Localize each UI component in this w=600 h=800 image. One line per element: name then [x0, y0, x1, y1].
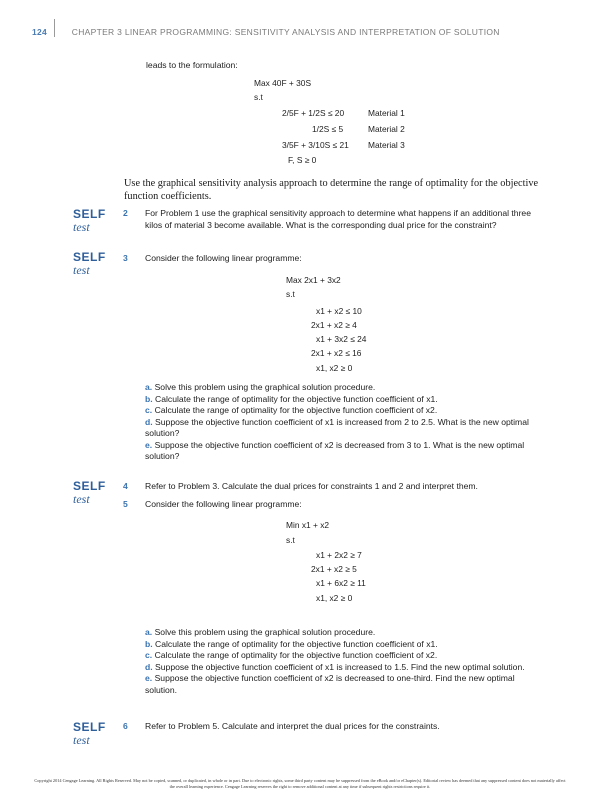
- problem-5-number: 5: [123, 499, 128, 509]
- formulation-5: [286, 520, 446, 610]
- constraint-1-1-expr: 2/5F + 1/2S ≤ 20: [282, 108, 345, 118]
- self-test-tag-2: [73, 208, 106, 234]
- objective-3: Max 2x1 + 3x2: [286, 275, 341, 285]
- test-label: test: [73, 492, 90, 506]
- running-header: [32, 27, 500, 37]
- self-test-tag-4: [73, 480, 106, 506]
- part-3e: e. Suppose the objective function coefficient of x2 is decreased from 3 to 1. What is the new optimal solution?: [145, 439, 525, 461]
- problem-3-number: 3: [123, 253, 128, 263]
- constraint-1-3-expr: 3/5F + 3/10S ≤ 21: [282, 140, 349, 150]
- test-label: test: [73, 220, 90, 234]
- st-5: s.t: [286, 535, 295, 545]
- header-divider: [54, 19, 55, 37]
- problem-5-text: Consider the following linear programme:: [145, 499, 302, 509]
- objective-1: [254, 78, 311, 89]
- problem-3-parts: [145, 382, 545, 463]
- leadin-text: leads to the formulation:: [146, 60, 238, 70]
- constraint-3-1: x1 + x2 ≤ 10: [316, 306, 362, 316]
- part-3d: d. Suppose the objective function coefficient of x1 is increased from 2 to 2.5. What is the new optimal solution?: [145, 416, 529, 438]
- problem-4-text: Refer to Problem 3. Calculate the dual prices for constraints 1 and 2 and interpret them.: [145, 481, 478, 491]
- problem-3-text: Consider the following linear programme:: [145, 253, 302, 263]
- constraint-1-2-expr: 1/2S ≤ 5: [312, 124, 344, 134]
- objective-5: Min x1 + x2: [286, 520, 330, 530]
- page-number: 124: [32, 27, 48, 37]
- problem-6-number: 6: [123, 721, 128, 731]
- constraint-1-1: [282, 108, 344, 119]
- test-label: test: [73, 733, 90, 747]
- constraint-1-1-label: Material 1: [368, 108, 405, 118]
- self-label: SELF: [73, 207, 106, 221]
- objective-1-text: Max 40F + 30S: [254, 78, 312, 88]
- self-test-tag-6: [73, 721, 106, 747]
- part-5d: d. Suppose the objective function coefficient of x1 is increased to 1.5. Find the new optimal solution.: [145, 661, 525, 672]
- self-label: SELF: [73, 250, 106, 264]
- constraint-1-3: [282, 140, 349, 151]
- problem-2-number: 2: [123, 208, 128, 218]
- constraint-3-4: 2x1 + x2 ≤ 16: [311, 348, 362, 358]
- self-label: SELF: [73, 720, 106, 734]
- nonneg-5: x1, x2 ≥ 0: [316, 593, 353, 603]
- formulation-1: [254, 78, 454, 178]
- constraint-3-2: 2x1 + x2 ≥ 4: [311, 320, 357, 330]
- instruction-text: Use the graphical sensitivity analysis approach to determine the range of optimality for the objective function coefficients.: [124, 178, 539, 202]
- problem-4-number: 4: [123, 481, 128, 491]
- nonneg-1: F, S ≥ 0: [288, 155, 317, 165]
- nonneg-3: x1, x2 ≥ 0: [316, 363, 353, 373]
- constraint-1-3-label: Material 3: [368, 140, 405, 150]
- self-label: SELF: [73, 479, 106, 493]
- part-3c: c. Calculate the range of optimality for the objective function coefficient of x2.: [145, 405, 438, 415]
- constraint-5-3: x1 + 6x2 ≥ 11: [316, 578, 366, 588]
- formulation-3: [286, 275, 446, 375]
- st-1: s.t: [254, 92, 263, 102]
- constraint-3-3: x1 + 3x2 ≤ 24: [316, 334, 367, 344]
- part-5c: c. Calculate the range of optimality for the objective function coefficient of x2.: [145, 650, 438, 660]
- st-3: s.t: [286, 289, 295, 299]
- self-test-tag-3: [73, 251, 106, 277]
- constraint-1-2: [312, 124, 343, 135]
- problem-6-text: Refer to Problem 5. Calculate and interpret the dual prices for the constraints.: [145, 721, 440, 731]
- copyright-footer: Copyright 2014 Cengage Learning. All Rights Reserved. May not be copied, scanned, or duplicated, in whole or in part. Due to electronic rights, some third party content may be suppressed from the eBook and/or eChapter(s). Editorial review has deemed that any suppressed content does not materially affect the overall learning experience. Cengage Learning reserves the right to remove additional content at any time if subsequent rights restrictions require it.: [34, 778, 566, 789]
- test-label: test: [73, 263, 90, 277]
- constraint-5-1: x1 + 2x2 ≥ 7: [316, 550, 362, 560]
- part-5a: a. Solve this problem using the graphical solution procedure.: [145, 627, 376, 637]
- constraint-5-2: 2x1 + x2 ≥ 5: [311, 564, 357, 574]
- part-3a: a. Solve this problem using the graphical solution procedure.: [145, 382, 376, 392]
- problem-2-text: For Problem 1 use the graphical sensitivity approach to determine what happens if an additional three kilos of material 3 become available. What is the corresponding dual price for the constraint?: [145, 208, 531, 230]
- problem-5-parts: [145, 627, 545, 696]
- part-3b: b. Calculate the range of optimality for the objective function coefficient of x1.: [145, 393, 438, 404]
- part-5b: b. Calculate the range of optimality for the objective function coefficient of x1.: [145, 638, 438, 649]
- part-5e: e. Suppose the objective function coefficient of x2 is decreased to one-third. Find the new optimal solution.: [145, 673, 515, 695]
- chapter-title: CHAPTER 3 LINEAR PROGRAMMING: SENSITIVITY ANALYSIS AND INTERPRETATION OF SOLUTION: [71, 27, 500, 37]
- constraint-1-2-label: Material 2: [368, 124, 405, 134]
